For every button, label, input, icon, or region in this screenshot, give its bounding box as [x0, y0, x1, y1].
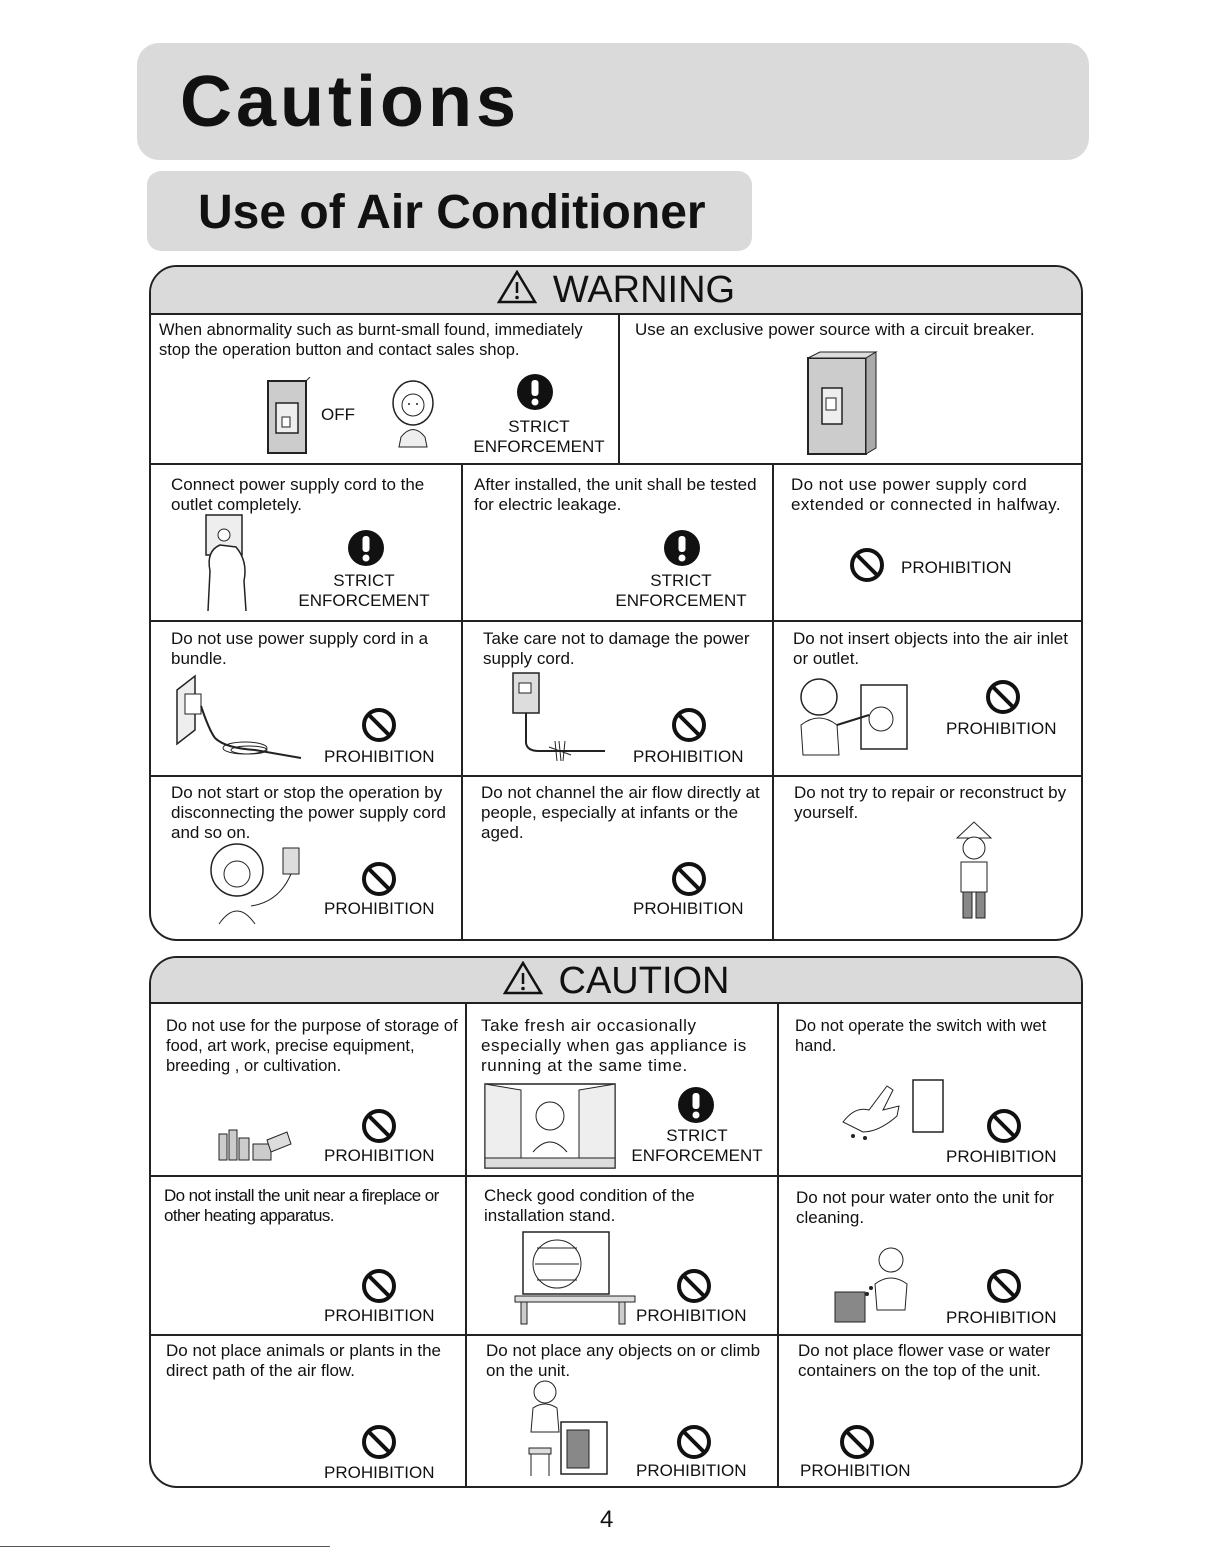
- prohibition-icon: [361, 1108, 397, 1149]
- open-window-image: [483, 1082, 617, 1175]
- prohibition-label: PROHIBITION: [636, 1306, 747, 1325]
- prohibition-icon: [849, 547, 885, 588]
- warning-item-leakage-text: After installed, the unit shall be tested for electric leakage.: [474, 475, 757, 514]
- prohibition-icon: [676, 1268, 712, 1309]
- hand-plug-image: [196, 511, 262, 621]
- prohibition-icon: [986, 1108, 1022, 1149]
- prohibition-icon: [361, 861, 397, 902]
- caution-heading: CAUTION: [558, 960, 730, 1002]
- prohibition-label: PROHIBITION: [800, 1461, 911, 1480]
- caution-item-animals-text: Do not place animals or plants in the direct path of the air flow.: [166, 1341, 441, 1380]
- warning-item-extension-text: Do not use power supply cord extended or connected in halfway.: [791, 475, 1061, 514]
- prohibition-label: PROHIBITION: [324, 747, 435, 766]
- exclamation-icon: [347, 529, 385, 572]
- footer-rule: [0, 1546, 330, 1547]
- prohibition-label: PROHIBITION: [324, 899, 435, 918]
- damaged-cord-image: [509, 671, 609, 766]
- prohibition-icon: [361, 1268, 397, 1309]
- exclamation-icon: [677, 1086, 715, 1129]
- prohibition-icon: [361, 707, 397, 748]
- strict-enforcement-label: STRICT ENFORCEMENT: [298, 571, 430, 610]
- prohibition-label: PROHIBITION: [636, 1461, 747, 1480]
- caution-item-pour-water-text: Do not pour water onto the unit for cleaning.: [796, 1188, 1054, 1227]
- page-title: Cautions: [180, 62, 521, 142]
- warning-panel: [149, 265, 1083, 941]
- caution-item-storage-text: Do not use for the purpose of storage of food, art work, precise equipment, breeding , or cultivation.: [166, 1017, 458, 1075]
- prohibition-label: PROHIBITION: [324, 1463, 435, 1482]
- wet-hand-switch-image: [839, 1076, 949, 1147]
- repairman-image: [951, 820, 997, 925]
- caution-item-fireplace-text: Do not install the unit near a fireplace or other heating apparatus.: [164, 1186, 439, 1225]
- warning-triangle-icon: [503, 960, 543, 1006]
- caution-item-vase-text: Do not place flower vase or water containers on the top of the unit.: [798, 1341, 1051, 1380]
- warning-item-damage-cord-text: Take care not to damage the power supply cord.: [483, 629, 750, 668]
- warning-item-air-flow-text: Do not channel the air flow directly at people, especially at infants or the aged.: [481, 783, 760, 842]
- strict-enforcement-label: STRICT ENFORCEMENT: [615, 571, 747, 610]
- exclamation-icon: [516, 373, 554, 416]
- prohibition-label: PROHIBITION: [324, 1306, 435, 1325]
- prohibition-icon: [839, 1424, 875, 1465]
- child-poking-unit-image: [791, 675, 921, 766]
- pouring-water-image: [831, 1244, 917, 1335]
- caution-item-stand-text: Check good condition of the installation stand.: [484, 1186, 695, 1225]
- prohibition-icon: [676, 1424, 712, 1465]
- caution-item-fresh-air-text: Take fresh air occasionally especially when gas appliance is running at the same time.: [481, 1016, 747, 1075]
- strict-enforcement-label: STRICT ENFORCEMENT: [631, 1126, 763, 1165]
- warning-item-repair-text: Do not try to repair or reconstruct by yourself.: [794, 783, 1067, 822]
- woman-on-phone-image: [383, 377, 443, 454]
- warning-item-plug-text: Connect power supply cord to the outlet completely.: [171, 475, 425, 514]
- prohibition-label: PROHIBITION: [946, 719, 1057, 738]
- bundled-cord-image: [175, 670, 305, 765]
- warning-item-insert-objects-text: Do not insert objects into the air inlet or outlet.: [793, 629, 1068, 668]
- caution-item-wet-hand-text: Do not operate the switch with wet hand.: [795, 1017, 1047, 1055]
- prohibition-label: PROHIBITION: [946, 1308, 1057, 1327]
- exclamation-icon: [663, 529, 701, 572]
- off-label: OFF: [321, 405, 355, 424]
- warning-triangle-icon: [497, 269, 537, 315]
- prohibition-icon: [671, 707, 707, 748]
- woman-unplugging-image: [199, 842, 309, 931]
- prohibition-label: PROHIBITION: [946, 1147, 1057, 1166]
- warning-heading: WARNING: [552, 269, 736, 311]
- unit-on-stand-image: [513, 1228, 643, 1331]
- prohibition-icon: [361, 1424, 397, 1465]
- prohibition-icon: [985, 679, 1021, 720]
- warning-item-bundle-text: Do not use power supply cord in a bundle.: [171, 629, 429, 668]
- caution-header: [151, 958, 1081, 1004]
- page-subtitle: Use of Air Conditioner: [198, 186, 706, 239]
- child-climbing-unit-image: [511, 1378, 611, 1483]
- prohibition-label: PROHIBITION: [324, 1146, 435, 1165]
- food-items-image: [217, 1124, 293, 1167]
- prohibition-icon: [671, 861, 707, 902]
- caution-panel: [149, 956, 1083, 1488]
- warning-item-disconnect-text: Do not start or stop the operation by disconnecting the power supply cord and so on.: [171, 783, 446, 842]
- prohibition-label: PROHIBITION: [901, 558, 1012, 577]
- circuit-breaker-image: [806, 350, 878, 461]
- prohibition-icon: [986, 1268, 1022, 1309]
- circuit-switch-off-image: [266, 377, 312, 460]
- prohibition-label: PROHIBITION: [633, 747, 744, 766]
- prohibition-label: PROHIBITION: [633, 899, 744, 918]
- page-number: 4: [600, 1506, 614, 1533]
- strict-enforcement-label: STRICT ENFORCEMENT: [473, 417, 605, 456]
- caution-item-climb-text: Do not place any objects on or climb on the unit.: [486, 1341, 761, 1380]
- warning-header: [151, 267, 1081, 315]
- warning-item-power-source-text: Use an exclusive power source with a circuit breaker.: [635, 320, 1035, 339]
- warning-item-abnormality-text: When abnormality such as burnt-small found, immediately stop the operation button and contact sales shop.: [159, 321, 583, 359]
